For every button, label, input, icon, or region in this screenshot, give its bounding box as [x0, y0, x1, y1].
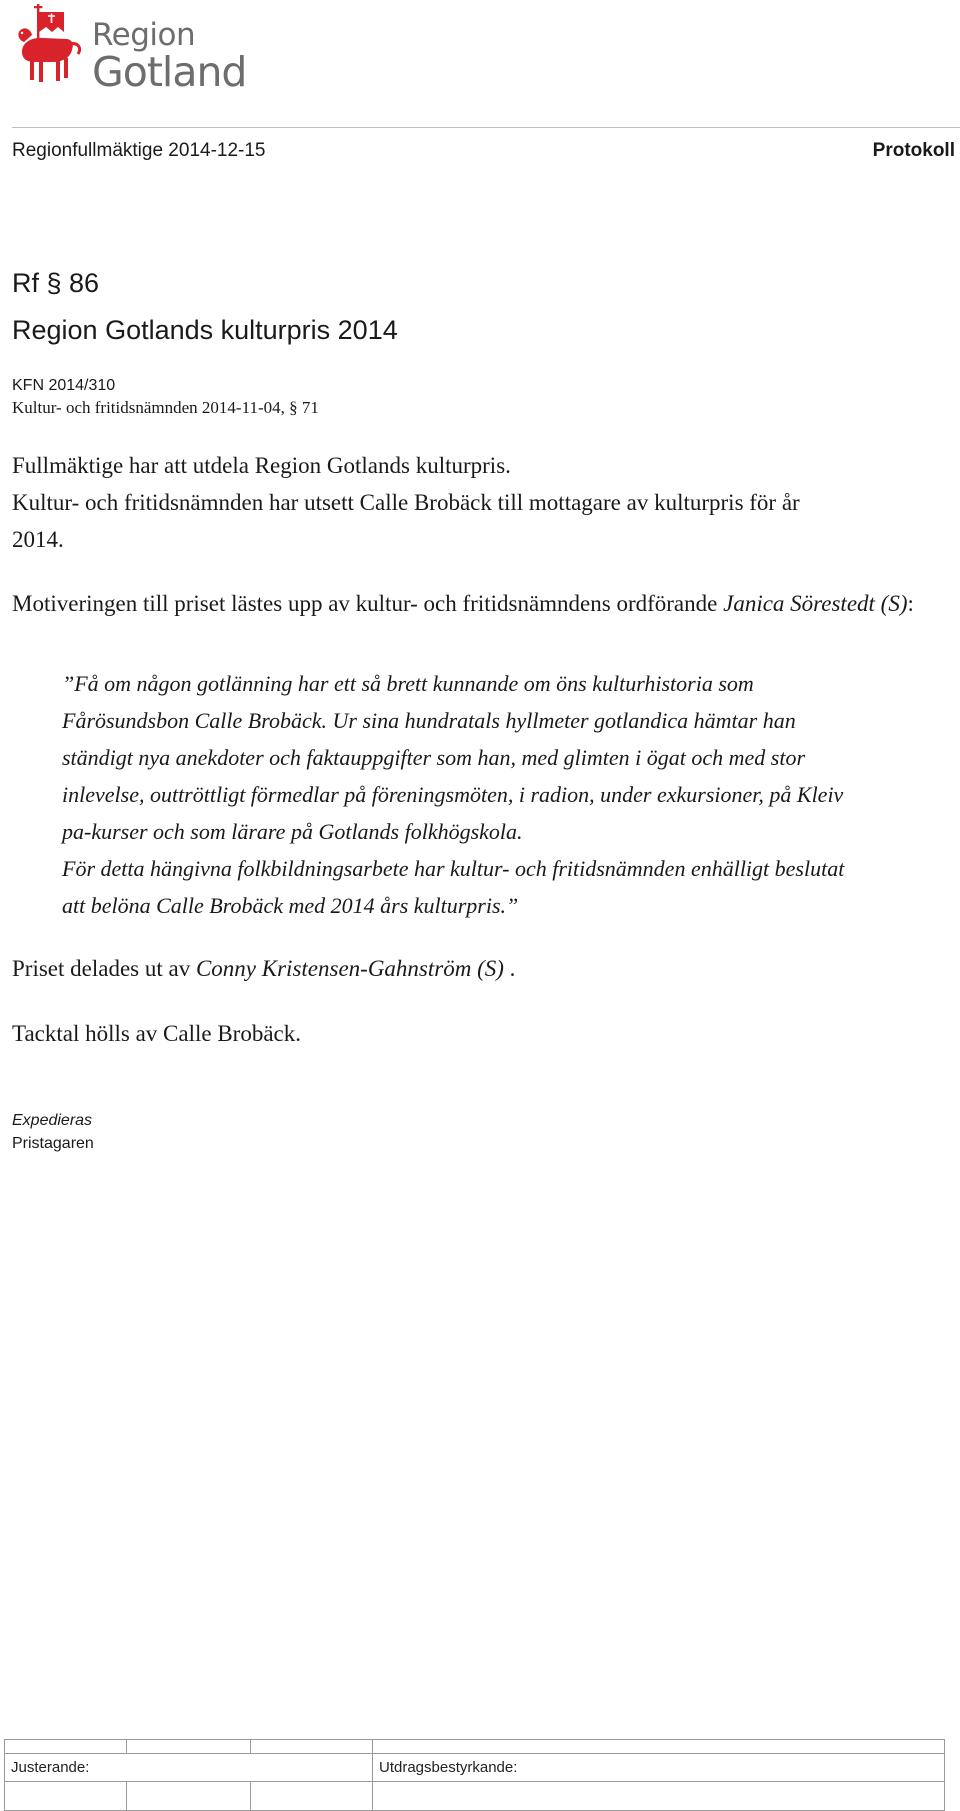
signature-cell	[251, 1740, 373, 1754]
committee-reference: Kultur- och fritidsnämnden 2014-11-04, § 71	[12, 398, 319, 417]
distribution-recipient: Pristagaren	[12, 1135, 94, 1152]
motivation-text: Motiveringen till priset lästes upp av kultur- och fritidsnämndens ordförande	[12, 591, 724, 616]
signature-cell	[373, 1782, 945, 1811]
section-title: Region Gotlands kulturpris 2014	[12, 315, 398, 345]
paragraph-intro	[12, 447, 957, 558]
signature-label-row	[5, 1754, 945, 1782]
header-divider	[12, 127, 960, 128]
signature-cell	[127, 1740, 251, 1754]
intro-line-3: 2014.	[12, 527, 64, 552]
signature-top-row	[5, 1740, 945, 1754]
justerande-label: Justerande:	[11, 1759, 90, 1776]
chair-name: Janica Sörestedt (S)	[723, 591, 908, 616]
signature-bottom-row	[5, 1782, 945, 1811]
presenter-name: Conny Kristensen-Gahnström (S)	[195, 956, 504, 981]
quote-line: För detta hängivna folkbildningsarbete har kultur- och fritidsnämnden enhälligt beslutat	[62, 856, 845, 881]
gotland-ram-icon	[12, 2, 92, 94]
quote-line: ständigt nya anekdoter och faktauppgifter som han, med glimten i ögat och med stor	[62, 745, 806, 770]
paragraph-motivation	[12, 585, 957, 622]
signature-cell	[373, 1740, 945, 1754]
signature-table	[4, 1739, 945, 1811]
quote-line: att belöna Calle Brobäck med 2014 års kulturpris.”	[62, 893, 519, 918]
logo-word-gotland: Gotland	[92, 48, 247, 96]
signature-cell	[251, 1782, 373, 1811]
motivation-colon: :	[907, 591, 914, 616]
motivation-quote	[62, 665, 952, 924]
logo-word-region: Region	[92, 17, 196, 53]
diary-number: KFN 2014/310	[12, 377, 116, 394]
signature-cell	[5, 1740, 127, 1754]
logo-wordmark	[92, 17, 247, 96]
meeting-title: Regionfullmäktige 2014-12-15	[12, 140, 266, 161]
paragraph-speech: Tacktal hölls av Calle Brobäck.	[12, 1021, 301, 1046]
intro-line-1: Fullmäktige har att utdela Region Gotlands kulturpris.	[12, 453, 511, 478]
utdrag-cell	[373, 1754, 945, 1782]
utdrag-label: Utdragsbestyrkande:	[379, 1759, 518, 1776]
signature-cell	[5, 1782, 127, 1811]
award-text: Priset delades ut av	[12, 956, 196, 981]
document-type: Protokoll	[872, 140, 955, 161]
region-gotland-logo	[12, 2, 247, 96]
quote-line: inlevelse, outtröttligt förmedlar på föreningsmöten, i radion, under exkursioner, på Kleiv	[62, 782, 844, 807]
paragraph-award	[12, 950, 957, 987]
quote-line: ”Få om någon gotlänning har ett så brett kunnande om öns kulturhistoria som	[62, 671, 754, 696]
quote-line: Fårösundsbon Calle Brobäck. Ur sina hundratals hyllmeter gotlandica hämtar han	[62, 708, 796, 733]
section-number: Rf § 86	[12, 268, 100, 298]
award-end: .	[503, 956, 516, 981]
justerande-cell	[5, 1754, 373, 1782]
quote-line: pa-kurser och som lärare på Gotlands folkhögskola.	[62, 819, 523, 844]
distribution-heading: Expedieras	[12, 1112, 93, 1129]
intro-line-2: Kultur- och fritidsnämnden har utsett Calle Brobäck till mottagare av kulturpris för år	[12, 490, 800, 515]
signature-cell	[127, 1782, 251, 1811]
